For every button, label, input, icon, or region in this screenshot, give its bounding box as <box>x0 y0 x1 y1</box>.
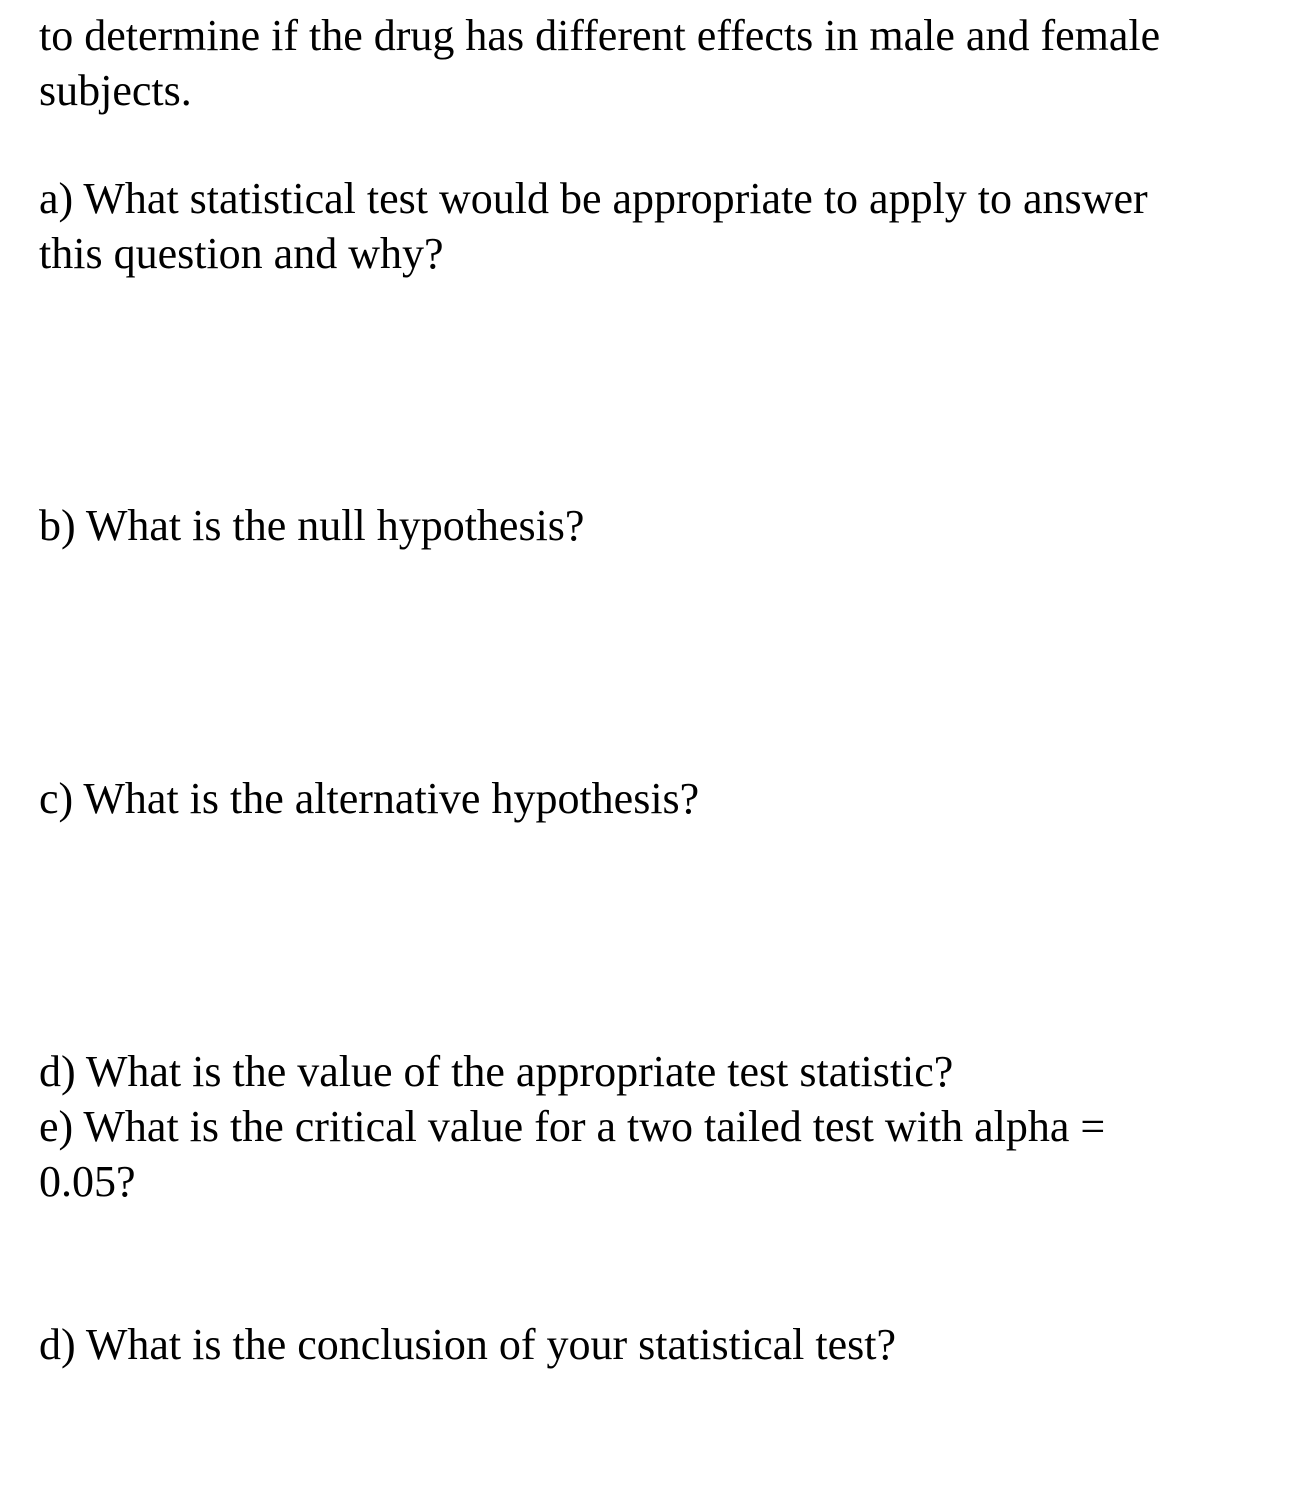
question-c-line-1: c) What is the alternative hypothesis? <box>39 774 700 823</box>
question-a-line-2: this question and why? <box>39 229 444 278</box>
question-d-line-1: d) What is the value of the appropriate test statistic? <box>39 1047 954 1096</box>
question-conclusion-line-1: d) What is the conclusion of your statistical test? <box>39 1320 896 1369</box>
question-b-line-1: b) What is the null hypothesis? <box>39 501 585 550</box>
question-a-line-1: a) What statistical test would be appropriate to apply to answer <box>39 174 1148 223</box>
question-e-line-2: 0.05? <box>39 1157 136 1206</box>
intro-line-1: to determine if the drug has different effects in male and female <box>39 11 1161 60</box>
intro-line-2: subjects. <box>39 66 192 115</box>
question-e-line-1: e) What is the critical value for a two tailed test with alpha = <box>39 1102 1106 1151</box>
